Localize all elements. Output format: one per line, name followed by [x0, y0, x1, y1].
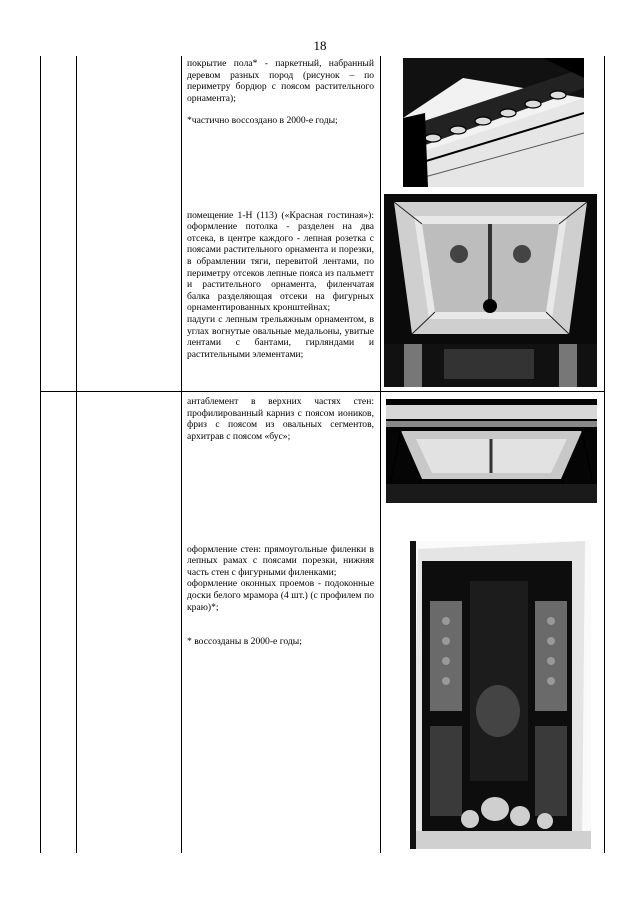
column-line-1 — [40, 56, 41, 853]
paragraph: покрытие пола* - паркетный, набранный деревом разных пород (рисунок – по периметру бордюр с поясом растительного орнамента); — [187, 58, 374, 104]
paragraph: *частично воссоздано в 2000-е годы; — [187, 115, 338, 127]
wall-window-photo — [410, 541, 591, 849]
parquet-floor-photo — [403, 58, 584, 187]
column-line-5 — [604, 56, 605, 853]
ceiling-photo — [384, 194, 597, 387]
row-separator — [40, 391, 605, 392]
column-line-3 — [181, 56, 182, 853]
paragraph: помещение 1-Н (113) («Красная гостиная»): оформление потолка - разделен на два отсека, в центре каждого - лепная розетка с поясами растительного орнамента и порезки, в обрамлении тяги, перевитой лентами, по периметру отсеков лепные пояса из пальметт и растительного орнамента, филенчатая балка разделяющая отсеки на фигурных орнаментированных кронштейнах; падуги с лепным трельяжным орнаментом, в углах вогнутые овальные медальоны, увитые лентами с бантами, гирляндами и растительными элементами; — [187, 209, 374, 360]
description-cell-entablature — [187, 396, 374, 453]
description-cell-floor — [187, 58, 374, 138]
paragraph: антаблемент в верхних частях стен: профилированный карниз с поясом иоников, фриз с поясом из овальных сегментов, архитрав с поясом «бус»; — [187, 396, 374, 442]
column-line-4 — [380, 56, 381, 853]
description-cell-walls — [187, 532, 374, 670]
entablature-photo — [386, 399, 597, 503]
paragraph: * воссозданы в 2000-е годы; — [187, 635, 302, 647]
paragraph: оформление стен: прямоугольные филенки в лепных рамах с поясами порезки, нижняя часть стен с фигурными филенками; оформление оконных проемов - подоконные доски белого мрамора (4 шт.) (с профилем по краю)*; — [187, 543, 374, 613]
description-cell-ceiling — [187, 198, 374, 372]
column-line-2 — [76, 56, 77, 853]
page-number: 18 — [313, 38, 327, 53]
